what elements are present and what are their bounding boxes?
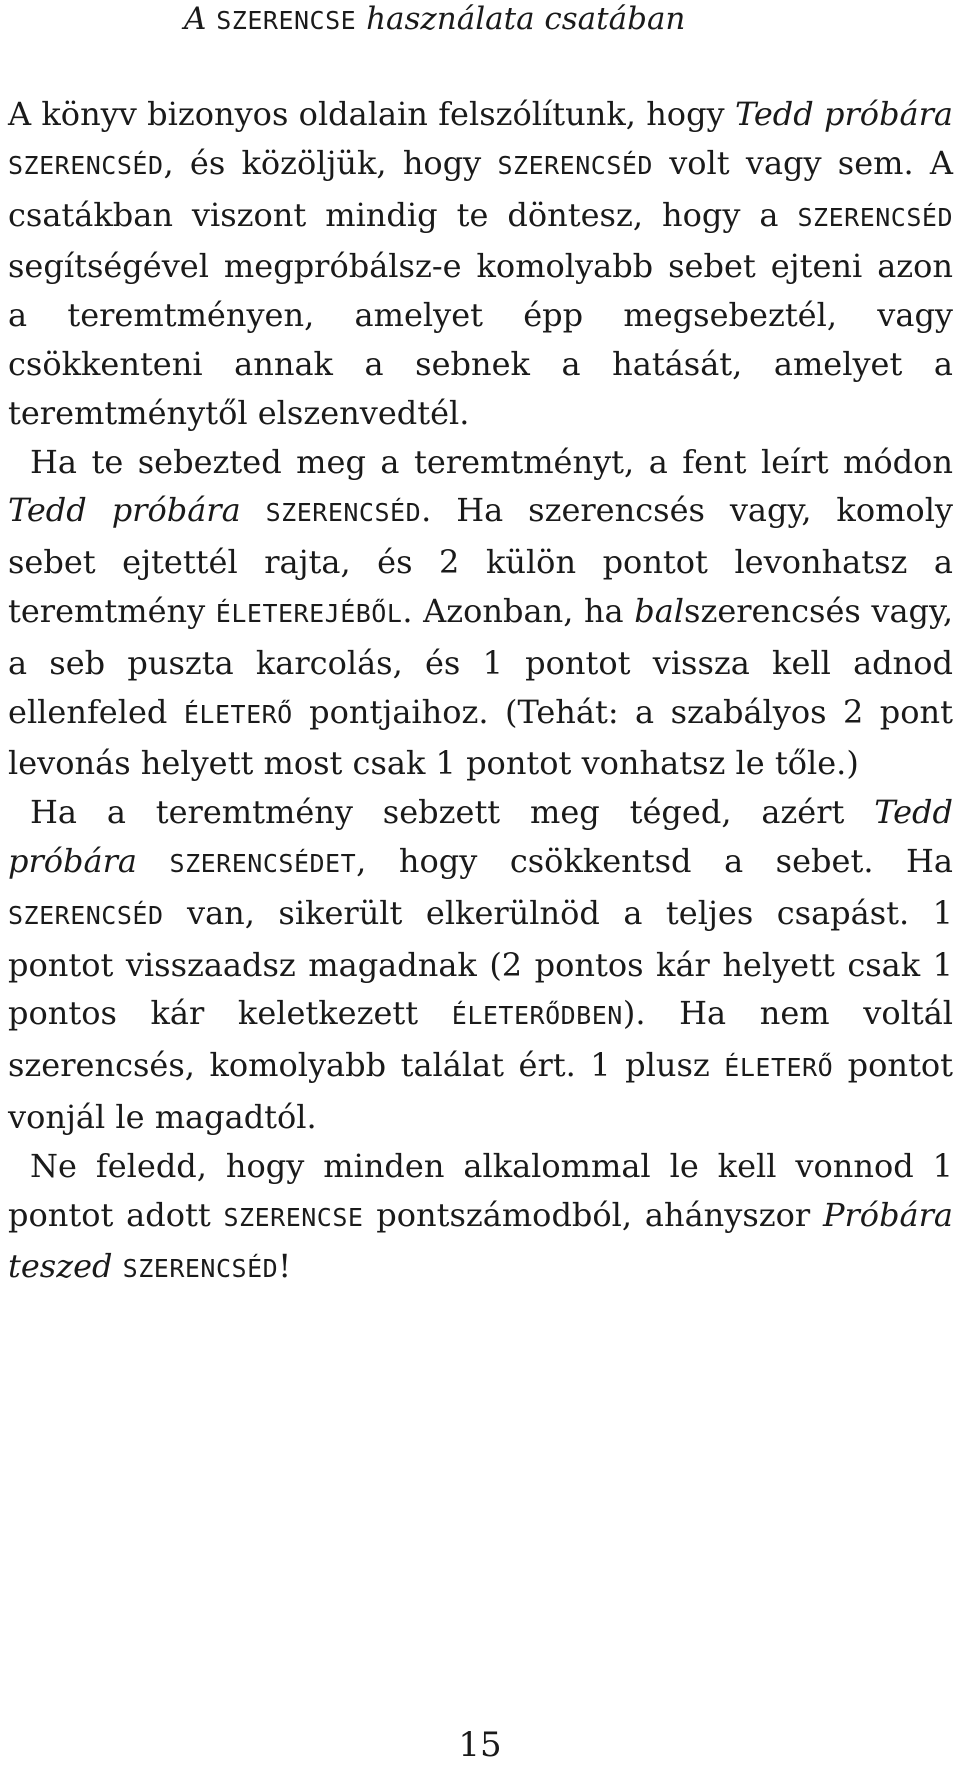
p2-italic-2: bal: [634, 591, 685, 630]
p4-term-2: SZERENCSÉD: [122, 1254, 279, 1284]
p2-text-2: . Ha szerencsés vagy, komoly sebet ejtettél rajta, és 2 külön pontot levonhatsz a teremtmény: [8, 491, 954, 630]
p1-term-1: SZERENCSÉD: [8, 150, 164, 180]
p2-text-4: szerencsés vagy, a seb puszta karcolás, és 1 pontot vissza kell adnod ellenfeled: [8, 591, 954, 731]
p2-text-1: Ha te sebezted meg a teremtményt, a fent leírt módon: [30, 442, 953, 481]
p1-text-2: , és közöljük, hogy: [163, 143, 498, 182]
p3-space-1: [137, 842, 170, 880]
p3-text-2: , hogy csökkentsd a sebet. Ha: [356, 841, 954, 880]
paragraph-3: [8, 788, 953, 1142]
p3-term-4: ÉLETERŐ: [724, 1053, 834, 1083]
p4-space-1: [113, 1247, 123, 1285]
paragraph-4: [8, 1142, 953, 1294]
p1-text-1: A könyv bizonyos oldalain felszólítunk, hogy: [8, 95, 735, 133]
p3-text-3: van, sikerült elkerülnöd a teljes csapást. 1 pontot visszaadsz magadnak (2 pontos kár helyett csak 1 pontos kár keletkezett: [8, 893, 953, 1033]
paragraph-2: [8, 438, 953, 789]
p4-text-3: !: [278, 1247, 292, 1286]
p4-italic-1: Próbára teszed: [8, 1195, 953, 1286]
paragraph-1: [8, 90, 953, 438]
p3-term-3: ÉLETERŐDBEN: [451, 1001, 623, 1031]
p2-term-3: ÉLETERŐ: [183, 699, 293, 729]
p1-italic-1: Tedd próbára: [734, 95, 954, 133]
p2-term-1: SZERENCSÉD: [265, 498, 422, 528]
title-pre: A: [184, 1, 207, 37]
p3-text-4: ). Ha nem voltál szerencsés, komolyabb találat ért. 1 plusz: [8, 994, 954, 1085]
p3-text-1: Ha a teremtmény sebzett meg téged, azért: [30, 793, 875, 832]
p1-term-2: SZERENCSÉD: [497, 150, 653, 180]
page-number: 15: [458, 1725, 502, 1765]
p1-text-3: volt vagy sem. A csatákban viszont mindig te döntesz, hogy a: [8, 143, 953, 234]
p2-text-5: pontjaihoz. (Tehát: a szabályos 2 pont levonás helyett most csak 1 pontot vonhatsz le tőle.): [8, 692, 954, 783]
body-text: [8, 90, 953, 1294]
title-smallcaps: SZERENCSE: [216, 6, 357, 35]
p1-text-4: segítségével megpróbálsz-e komolyabb sebet ejteni azon a teremtményen, amelyet épp megsebeztél, vagy csökkenteni annak a sebnek a hatását, amelyet a teremtménytől elszenvedtél.: [8, 247, 953, 432]
p2-term-2: ÉLETEREJÉBŐL: [215, 598, 403, 628]
p4-text-1: Ne feledd, hogy minden alkalommal le kell vonnod 1 pontot adott: [8, 1146, 953, 1234]
p3-term-2: SZERENCSÉD: [8, 900, 164, 930]
p2-text-3: . Azonban, ha: [402, 591, 635, 630]
section-title: [184, 0, 685, 40]
p1-term-3: SZERENCSÉD: [797, 202, 953, 232]
p4-text-2: pontszámodból, ahányszor: [363, 1195, 823, 1234]
title-post: használata csatában: [366, 1, 686, 37]
p4-term-1: SZERENCSE: [223, 1202, 364, 1232]
p3-term-1: SZERENCSÉDET: [169, 848, 357, 878]
p3-text-5: pontot vonjál le magadtól.: [8, 1046, 954, 1136]
p2-space-1: [241, 491, 266, 529]
p2-italic-1: Tedd próbára: [8, 491, 241, 530]
p3-italic-1: Tedd próbára: [8, 793, 953, 880]
